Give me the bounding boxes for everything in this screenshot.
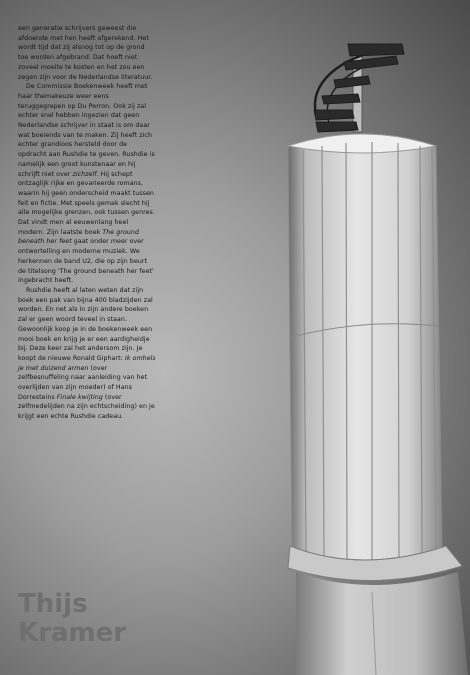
paragraph-text: . Hij schept ontzaglijk rijke en gevarieerde romans, waarin hij geen onderscheid maakt tussen feit en fictie. Met speels gemak slecht hij alle mogelijke grenzen, ook tussen genres. Dat vindt men al eeuwenlang heel modern. Zijn laatste boek <box>18 170 155 236</box>
italic-title: Finale kwijting <box>56 393 103 401</box>
article-paragraph <box>18 286 156 422</box>
article-paragraph <box>18 24 156 82</box>
paragraph-text: gaat onder meer over ontwortelling en moderne muziek. We herkennen de band U2, die op zijn beurt de titelsong 'The ground beneath her feet' ingebracht heeft. <box>18 238 154 285</box>
author-name <box>18 590 218 648</box>
paragraph-text: Rushdie heeft al laten weten dat zijn boek een pak van bijna 400 bladzijden zal worden. En net als in zijn andere boeken zal er geen woord teveel in staan. Gewoonlijk koop je in de boekenweek een mooi boek en krijg je er een aardigheidje bij. Deze keer zal het andersom zijn. Je koopt de nieuwe Ronald Giphart: <box>18 286 153 362</box>
spiral-staircase <box>314 44 404 132</box>
author-last-name: Kramer <box>18 618 127 648</box>
column-cylinder <box>288 134 442 560</box>
article-column <box>18 24 156 422</box>
paragraph-text: (over zelfbesnuffeling naar aanleiding van het overlijden van zijn moeder) of Hans Dorresteins <box>18 364 148 401</box>
italic-title: Ik omhels je met duizend armen <box>18 354 156 372</box>
article-paragraph <box>18 82 156 286</box>
paragraph-text: (over zelfmedelijden na zijn echtscheiding) en je krijgt een echte Rushdie cadeau. <box>18 393 155 421</box>
paragraph-text: een generatie schrijvers geweest die afdoende met hen heeft afgerekend. Het wordt tijd dat zij alsnog tot op de grond toe worden afgebrand. Dat hoeft niet zoveel moeite te kosten en het zou een zegen zijn voor de Nederlandse literatuur. <box>18 25 153 81</box>
column-base <box>288 546 468 675</box>
italic-title: zichzelf <box>72 170 97 178</box>
author-first-name: Thijs <box>18 589 88 619</box>
paragraph-text: De Commissie Boekenweek heeft met haar themakeuze weer eens teruggegrepen op Du Perron. Ook zij zal echter snel hebben ingezien dat geen Nederlandse schrijver in staat is om daar wat boeiends van te maken. Zij heeft zich echter grandioos hersteld door de opdracht aan Rushdie te geven. Rushdie is namelijk een groot kunstenaar en hij schrijft niet over <box>18 83 155 178</box>
italic-title: The ground beneath her feet <box>18 228 140 246</box>
